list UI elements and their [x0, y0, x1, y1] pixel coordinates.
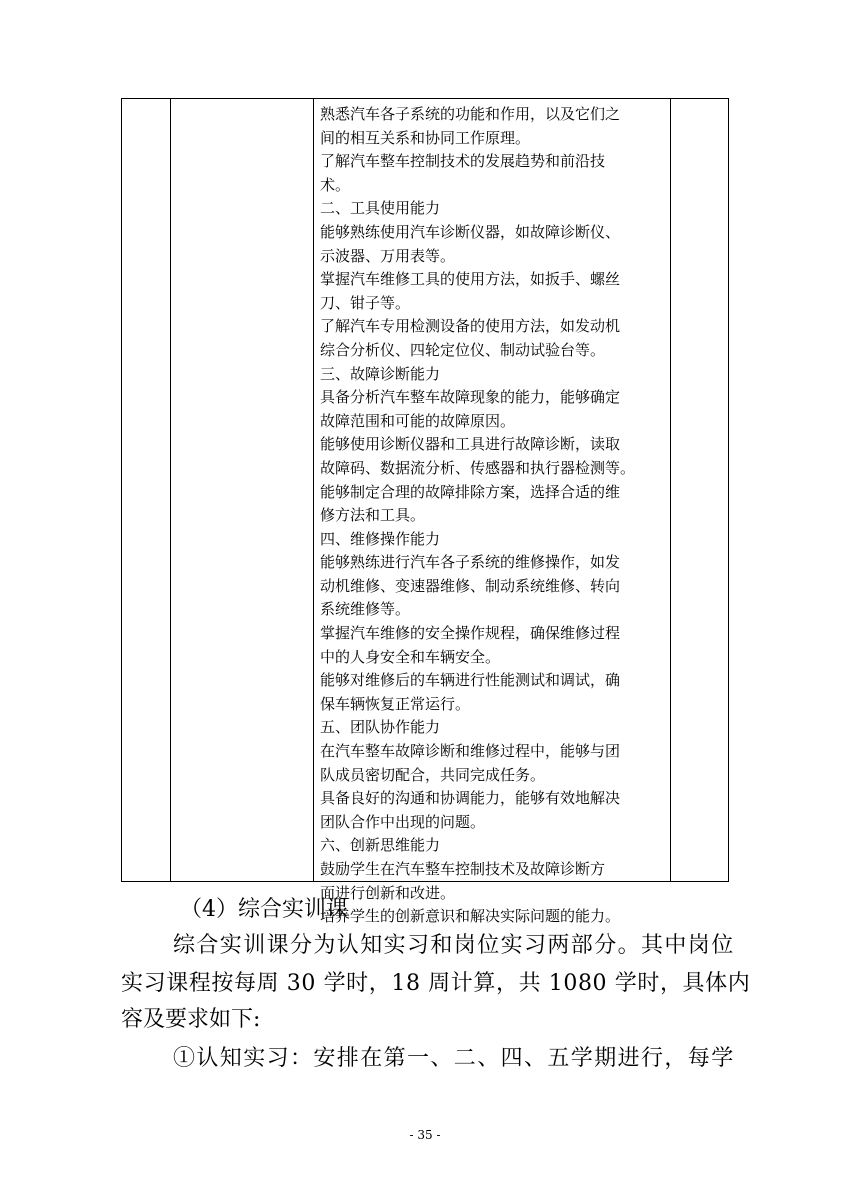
table-text-line: 故障范围和可能的故障原因。: [320, 411, 516, 430]
table-text-line: 团队合作中出现的问题。: [320, 812, 486, 831]
table-text-line: 保车辆恢复正常运行。: [320, 694, 471, 713]
table-text-line: 在汽车整车故障诊断和维修过程中，能够与团: [320, 742, 621, 761]
paragraph-line: 综合实训课分为认知实习和岗位实习两部分。其中岗位: [173, 933, 735, 958]
table-text-line: 修方法和工具。: [320, 506, 426, 525]
table-text-line: 六、创新思维能力: [320, 836, 441, 855]
table-text-line: 二、工具使用能力: [320, 199, 441, 218]
table-text-line: 中的人身安全和车辆安全。: [320, 647, 501, 666]
table-text-line: 动机维修、变速器维修、制动系统维修、转向: [320, 576, 621, 595]
table-text-line: 培养学生的创新意识和解决实际问题的能力。: [320, 907, 621, 926]
table-text-line: 四、维修操作能力: [320, 529, 441, 548]
table-text-line: 综合分析仪、四轮定位仪、制动试验台等。: [320, 340, 606, 359]
table-text-line: 术。: [320, 175, 351, 194]
table-text-line: 能够对维修后的车辆进行性能测试和调试，确: [320, 671, 621, 690]
table-text-line: 掌握汽车维修的安全操作规程，确保维修过程: [320, 624, 621, 643]
section-heading: （4）综合实训课: [180, 897, 348, 922]
table-text-line: 示波器、万用表等。: [320, 246, 456, 265]
table-text-line: 熟悉汽车各子系统的功能和作用，以及它们之: [320, 105, 621, 123]
table-text-line: 能够制定合理的故障排除方案，选择合适的维: [320, 482, 621, 501]
paragraph-line: 实习课程按每周 30 学时，18 周计算，共 1080 学时，具体内: [121, 971, 751, 996]
table-text-line: 具备良好的沟通和协调能力，能够有效地解决: [320, 789, 621, 808]
table-text-line: 间的相互关系和协同工作原理。: [320, 128, 531, 147]
table-text-line: 掌握汽车维修工具的使用方法，如扳手、螺丝: [320, 270, 621, 289]
paragraph-line: 容及要求如下:: [121, 1007, 261, 1032]
page-number: - 35 -: [409, 1128, 441, 1142]
table-text-line: 了解汽车整车控制技术的发展趋势和前沿技: [320, 152, 606, 171]
table-text-line: 具备分析汽车整车故障现象的能力，能够确定: [320, 388, 621, 407]
column-divider-1: [170, 99, 171, 881]
paragraph-line: ①认知实习：安排在第一、二、四、五学期进行，每学: [173, 1046, 735, 1071]
table-text-line: 三、故障诊断能力: [320, 364, 441, 383]
table-text-line: 能够熟练使用汽车诊断仪器，如故障诊断仪、: [320, 222, 621, 241]
table-text-line: 面进行创新和改进。: [320, 883, 456, 902]
column-divider-3: [670, 99, 671, 881]
table-text-line: 能够使用诊断仪器和工具进行故障诊断，读取: [320, 435, 621, 454]
column-divider-2: [313, 99, 314, 881]
table-text-line: 系统维修等。: [320, 600, 411, 619]
table-text-line: 刀、钳子等。: [320, 293, 411, 312]
table-text-line: 五、团队协作能力: [320, 718, 441, 737]
requirements-cell: [320, 103, 670, 929]
table-text-line: 了解汽车专用检测设备的使用方法，如发动机: [320, 317, 621, 336]
table-text-line: 队成员密切配合，共同完成任务。: [320, 765, 546, 784]
table-text-line: 故障码、数据流分析、传感器和执行器检测等。: [320, 458, 636, 477]
table-text-line: 鼓励学生在汽车整车控制技术及故障诊断方: [320, 860, 606, 878]
table-text-line: 能够熟练进行汽车各子系统的维修操作，如发: [320, 553, 621, 572]
